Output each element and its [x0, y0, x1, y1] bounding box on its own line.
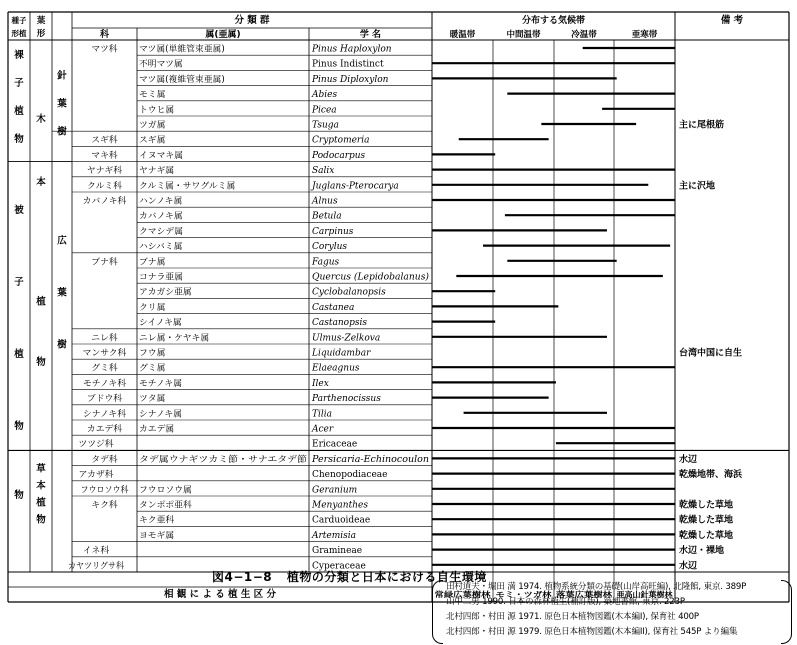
genus-cell: スギ属 — [139, 135, 166, 146]
genus-cell: クルミ属・サワグルミ属 — [139, 181, 236, 192]
remark-cell: 乾燥地帯、海浜 — [679, 470, 743, 481]
needle-label: 葉 — [57, 98, 67, 110]
scientific-name-cell: Elaeagnus — [312, 363, 360, 374]
left-bracket — [432, 580, 443, 644]
scientific-name-cell: Cryptomeria — [312, 135, 370, 146]
right-bracket — [781, 580, 792, 644]
genus-cell: マツ属(単維管束亜属) — [139, 44, 225, 55]
genus-cell: クマシデ属 — [139, 226, 183, 237]
broad-label: 樹 — [57, 339, 67, 351]
scientific-name-cell: Parthenocissus — [312, 394, 381, 405]
needle-label: 針 — [57, 70, 67, 82]
family-cell: イネ科 — [82, 546, 110, 557]
scientific-name-cell: Castanopsis — [312, 318, 367, 329]
angiosperm-label: 物 — [14, 490, 24, 501]
scientific-name-cell: Podocarpus — [312, 150, 366, 161]
scientific-name-cell: Quercus (Lepidobalanus) — [312, 272, 427, 283]
genus-cell: ツタ属 — [139, 394, 166, 405]
family-cell: フウロソウ科 — [80, 485, 134, 496]
scientific-name-cell: Persicaria-Echinocoulon — [310, 454, 430, 465]
woody-label: 木 — [36, 114, 46, 125]
scientific-name-cell: Chenopodiaceae — [312, 470, 388, 481]
genus-cell: カエデ属 — [139, 424, 175, 435]
genus-cell: トウヒ属 — [139, 105, 175, 116]
reference-item: 北村四郎・村田 源 1979. 原色日本植物図鑑(木本編II), 保育社 545P より編集 — [446, 627, 738, 637]
header-zone: 中間温帯 — [506, 30, 541, 40]
header-shape: 葉 — [36, 16, 46, 26]
scientific-name-cell: Castanea — [312, 302, 355, 313]
scientific-name-cell: Corylus — [312, 242, 347, 253]
family-cell: ブドウ科 — [86, 394, 123, 405]
family-cell: グミ科 — [91, 363, 118, 374]
family-cell: マキ科 — [91, 150, 118, 161]
genus-cell: ブナ属 — [139, 257, 166, 268]
genus-cell: ハシバミ属 — [139, 242, 183, 253]
vegetation-type: 亜高山針葉樹林 — [616, 590, 674, 599]
family-cell: クルミ科 — [87, 181, 122, 192]
vegetation-type: モミ・ツガ林 — [495, 590, 553, 599]
remark-cell: 乾燥した草地 — [679, 515, 734, 526]
vegetation-footer-label: 相 観 に よ る 植 生 区 分 — [164, 589, 276, 600]
scientific-name-cell: Betula — [312, 211, 342, 222]
scientific-name-cell: Cyperaceae — [312, 561, 366, 572]
genus-cell: カバノキ属 — [139, 211, 183, 222]
header-shape: 形 — [36, 29, 46, 39]
header-zone: 冷温帯 — [571, 30, 597, 40]
remark-cell: 乾燥した草地 — [679, 500, 734, 511]
herb-label: 植 — [36, 497, 46, 509]
genus-cell: モミ属 — [139, 90, 166, 101]
woody-label: 物 — [36, 357, 46, 369]
header-zone: 亜寒帯 — [631, 30, 658, 40]
scientific-name-cell: Ulmus-Zelkova — [312, 333, 381, 344]
header-group: 形植 — [11, 29, 27, 38]
header-remarks: 備 考 — [720, 15, 744, 26]
genus-cell: シイノキ属 — [139, 318, 182, 329]
broad-label: 広 — [57, 235, 67, 247]
family-cell: マツ科 — [91, 44, 118, 55]
scientific-name-cell: Alnus — [312, 196, 338, 207]
family-cell: ヤナギ科 — [86, 166, 123, 177]
genus-cell: ヨモギ属 — [139, 530, 175, 541]
vegetation-type: 落葉広葉樹林 — [556, 590, 614, 599]
header-family: 科 — [99, 30, 110, 40]
genus-cell: タデ属ウナギツカミ節・サナエタデ節 — [139, 454, 289, 465]
gymnosperm-label: 裸 — [14, 50, 24, 62]
genus-cell: ヤナギ属 — [139, 166, 175, 177]
genus-cell: フウ属 — [139, 348, 166, 359]
header-scientific: 学 名 — [359, 30, 382, 40]
herb-label: 草 — [36, 463, 46, 475]
family-cell: キク科 — [91, 500, 118, 511]
scientific-name-cell: Cyclobalanopsis — [312, 287, 386, 298]
header-zone: 暖温帯 — [449, 30, 476, 40]
angiosperm-label: 植 — [14, 349, 24, 361]
scientific-name-cell: Salix — [312, 166, 335, 177]
figure-number: 図4−1−8 — [212, 570, 273, 584]
woody-label: 本 — [36, 176, 46, 188]
scientific-name-cell: Ilex — [312, 378, 329, 389]
scientific-name-cell: Tsuga — [312, 120, 339, 131]
gymnosperm-label: 物 — [14, 134, 24, 146]
genus-cell: キク亜科 — [139, 515, 175, 526]
genus-cell: ツガ属 — [139, 120, 166, 131]
needle-label: 樹 — [57, 126, 67, 138]
family-cell: スギ科 — [91, 135, 118, 146]
remark-cell: 乾燥した草地 — [679, 530, 734, 541]
angiosperm-label: 子 — [14, 277, 24, 289]
family-cell: タデ科 — [91, 454, 118, 465]
genus-cell: ハンノキ属 — [139, 196, 183, 207]
herb-label: 本 — [36, 480, 46, 492]
remark-cell: 台湾中国に自生 — [679, 348, 743, 359]
scientific-name-cell: Menyanthes — [312, 500, 368, 511]
figure-title: 植物の分類と日本における自生環境 — [286, 570, 487, 584]
family-cell: カヤツリグサ科 — [68, 561, 130, 572]
remark-cell: 水辺 — [679, 454, 698, 465]
scientific-name-cell: Juglans-Pterocarya — [312, 181, 399, 192]
vegetation-type: 常緑広葉樹林 — [434, 590, 492, 599]
genus-cell: モチノキ属 — [139, 378, 183, 389]
genus-cell: コナラ亜属 — [139, 272, 183, 283]
family-cell: カエデ科 — [86, 424, 123, 435]
header-climate: 分布する気候帯 — [521, 16, 586, 26]
angiosperm-label: 物 — [14, 421, 24, 433]
scientific-name-cell: Liquidambar — [312, 348, 371, 359]
gymnosperm-label: 子 — [14, 78, 24, 90]
reference-item: 北村四郎・村田 源 1971. 原色日本植物図鑑(木本編I), 保育社 400P — [446, 612, 699, 622]
family-cell: シナノキ科 — [82, 409, 127, 420]
remark-cell: 水辺・裸地 — [679, 546, 725, 557]
family-cell: ツツジ科 — [78, 439, 114, 450]
scientific-name-cell: Gramineae — [312, 546, 363, 557]
scientific-name-cell: Acer — [312, 424, 334, 435]
scientific-name-cell: Pinus Diploxylon — [312, 74, 389, 85]
scientific-name-cell: Pinus Indistinct — [312, 59, 384, 70]
genus-cell: イヌマキ属 — [139, 150, 183, 161]
header-taxonomy: 分 類 群 — [234, 15, 270, 26]
remark-cell: 水辺 — [679, 561, 698, 572]
remark-cell: 主に沢地 — [679, 181, 716, 192]
scientific-name-cell: Abies — [312, 90, 338, 101]
scientific-name-cell: Pinus Haploxylon — [312, 44, 392, 55]
genus-cell: 不明マツ属 — [139, 59, 183, 70]
scientific-name-cell: Geranium — [312, 485, 358, 496]
gymnosperm-label: 植 — [14, 106, 24, 118]
woody-label: 植 — [36, 296, 46, 308]
references-block — [432, 580, 792, 642]
scientific-name-cell: Ericaceae — [312, 439, 358, 450]
family-cell: カバノキ科 — [82, 196, 127, 207]
header-genus: 属(亜属) — [205, 30, 241, 40]
scientific-name-cell: Artemisia — [312, 530, 357, 541]
genus-cell: タンポポ亜科 — [139, 500, 192, 511]
genus-cell: フウロソウ属 — [139, 485, 192, 496]
genus-cell: シナノキ属 — [139, 409, 183, 420]
reference-item: 山中二男 1990. 日本の森林植生(補訂版), 築地書館, 東京. 223P — [446, 597, 685, 607]
genus-cell: ニレ属・ケヤキ属 — [139, 333, 210, 344]
genus-cell: アカガシ亜属 — [139, 287, 192, 298]
scientific-name-cell: Carpinus — [312, 226, 354, 237]
header-group: 種子 — [11, 16, 27, 25]
family-cell: ブナ科 — [91, 257, 118, 268]
herb-label: 物 — [36, 514, 46, 526]
scientific-name-cell: Carduoideae — [312, 515, 371, 526]
scientific-name-cell: Fagus — [312, 257, 340, 268]
scientific-name-cell: Picea — [312, 105, 337, 116]
family-cell: モチノキ科 — [82, 378, 127, 389]
family-cell: アカザ科 — [78, 470, 114, 481]
remark-cell: 主に尾根筋 — [679, 120, 725, 131]
family-cell: ニレ科 — [91, 333, 118, 344]
scientific-name-cell: Tilia — [312, 409, 333, 420]
genus-cell: グミ属 — [139, 363, 166, 374]
genus-cell: マツ属(複維管束亜属) — [139, 74, 225, 85]
broad-label: 葉 — [57, 287, 67, 299]
family-cell: マンサク科 — [82, 348, 127, 359]
genus-cell: クリ属 — [139, 302, 166, 313]
reference-item: 田村道夫・堀田 満 1974. 植物系統分類の基礎(山岸高旺編), 北隆館, 東京. 389P — [446, 582, 747, 592]
angiosperm-label: 被 — [14, 205, 24, 217]
